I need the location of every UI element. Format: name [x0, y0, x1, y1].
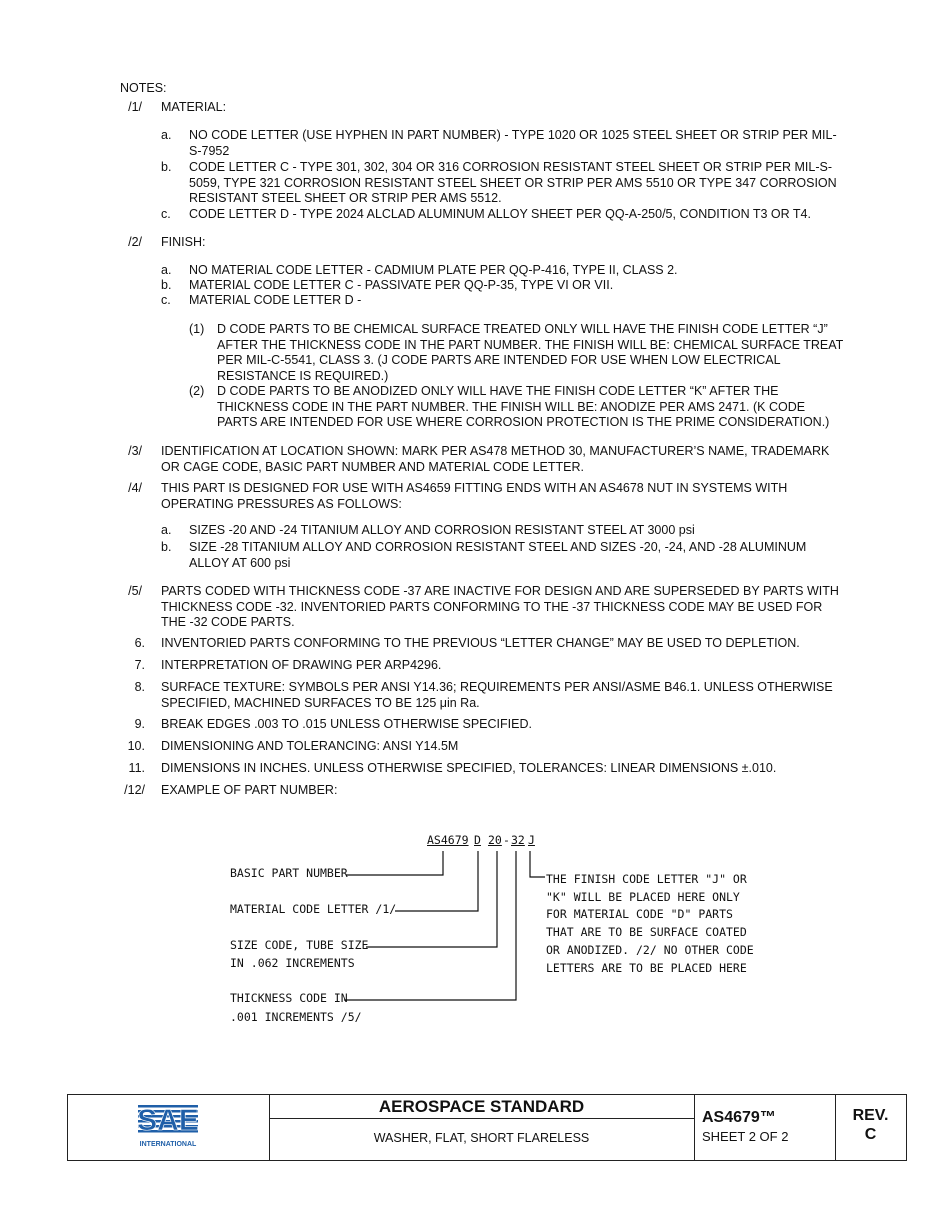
- note-1b-mark: b.: [161, 160, 172, 174]
- note-6-text: INVENTORIED PARTS CONFORMING TO THE PREVIOUS “LETTER CHANGE” MAY BE USED TO DEPLETION.: [161, 636, 800, 650]
- label-basic-part-number: BASIC PART NUMBER: [230, 866, 348, 880]
- label-material-code: MATERIAL CODE LETTER /1/: [230, 902, 397, 916]
- note-3-mark: /3/: [128, 444, 142, 458]
- leader-thickness: [344, 851, 516, 1000]
- note-10-mark: 10.: [127, 739, 145, 753]
- note-10-text: DIMENSIONING AND TOLERANCING: ANSI Y14.5M: [161, 739, 459, 753]
- note-9-text: BREAK EDGES .003 TO .015 UNLESS OTHERWISE SPECIFIED.: [161, 717, 532, 731]
- note-11-text: DIMENSIONS IN INCHES. UNLESS OTHERWISE SPECIFIED, TOLERANCES: LINEAR DIMENSIONS ±.010.: [161, 761, 777, 775]
- pn-material: D: [474, 833, 481, 847]
- leader-size: [366, 851, 497, 947]
- notes-heading: NOTES:: [120, 81, 167, 95]
- pn-thickness: 32: [511, 833, 525, 847]
- note-4-text: THIS PART IS DESIGNED FOR USE WITH AS4659 FITTING ENDS WITH AN AS4678 NUT IN SYSTEMS WITH OPERATING PRESSURES AS FOLLOWS:: [161, 481, 788, 511]
- sae-logo: [136, 1103, 200, 1148]
- sae-logo-subtext: INTERNATIONAL: [139, 1141, 197, 1148]
- leader-finish: [530, 851, 545, 877]
- note-1a-text: NO CODE LETTER (USE HYPHEN IN PART NUMBER) - TYPE 1020 OR 1025 STEEL SHEET OR STRIP PER MIL- S-7952: [189, 128, 837, 158]
- note-11-mark: 11.: [128, 761, 145, 775]
- note-2a-mark: a.: [161, 263, 172, 277]
- note-1a-mark: a.: [161, 128, 172, 142]
- note-8-mark: 8.: [134, 680, 145, 694]
- revision-value: C: [864, 1126, 877, 1143]
- note-7-text: INTERPRETATION OF DRAWING PER ARP4296.: [161, 658, 442, 672]
- note-2-title: FINISH:: [161, 235, 206, 249]
- note-4a-mark: a.: [161, 523, 172, 537]
- label-size-code-1: SIZE CODE, TUBE SIZE: [230, 938, 369, 952]
- note-4b-mark: b.: [161, 540, 172, 554]
- pn-basic: AS4679: [427, 833, 469, 847]
- note-2a-text: NO MATERIAL CODE LETTER - CADMIUM PLATE PER QQ-P-416, TYPE II, CLASS 2.: [189, 263, 678, 277]
- note-2b-text: MATERIAL CODE LETTER C - PASSIVATE PER QQ-P-35, TYPE VI OR VII.: [189, 278, 614, 292]
- label-thickness-code-1: THICKNESS CODE IN: [230, 991, 348, 1005]
- note-2c-text: MATERIAL CODE LETTER D -: [189, 293, 362, 307]
- note-12-text: EXAMPLE OF PART NUMBER:: [161, 783, 338, 797]
- note-6-mark: 6.: [134, 636, 145, 650]
- note-4-mark: /4/: [128, 481, 142, 495]
- label-thickness-code-2: .001 INCREMENTS /5/: [230, 1010, 362, 1024]
- note-4b-text: SIZE -28 TITANIUM ALLOY AND CORROSION RESISTANT STEEL AND SIZES -20, -24, AND -28 ALUMINUM ALLOY AT 600 psi: [189, 540, 807, 570]
- sheet-number: SHEET 2 OF 2: [702, 1129, 789, 1144]
- note-8-text: SURFACE TEXTURE: SYMBOLS PER ANSI Y14.36; REQUIREMENTS PER ANSI/ASME B46.1. UNLESS OTHERWISE SPECIFIED, MACHINED SURFACES TO BE 125 μin Ra.: [161, 680, 833, 710]
- document-number: AS4679™: [702, 1109, 776, 1126]
- note-2c1-text: D CODE PARTS TO BE CHEMICAL SURFACE TREATED ONLY WILL HAVE THE FINISH CODE LETTER “J” AFTER THE THICKNESS CODE IN THE PART NUMBER. THE FINISH WILL BE: CHEMICAL SURFACE TREAT PER MIL-C-5541, CLASS 3. (J CODE PARTS ARE INTENDED FOR USE WHEN LOW ELECTRICAL RESISTANCE IS REQUIRED.): [217, 322, 844, 383]
- note-5-mark: /5/: [128, 584, 142, 598]
- note-2c-mark: c.: [161, 293, 171, 307]
- note-1-mark: /1/: [128, 100, 142, 114]
- finish-code-note: THE FINISH CODE LETTER "J" OR "K" WILL BE PLACED HERE ONLY FOR MATERIAL CODE "D" PARTS THAT ARE TO BE SURFACE COATED OR ANODIZED. /2/ NO OTHER CODE LETTERS ARE TO BE PLACED HERE: [546, 872, 754, 975]
- note-5-text: PARTS CODED WITH THICKNESS CODE -37 ARE INACTIVE FOR DESIGN AND ARE SUPERSEDED BY PARTS WITH THICKNESS CODE -32. INVENTORIED PARTS CONFORMING TO THE -37 THICKNESS CODE MAY BE USED FOR THE -32 CODE PARTS.: [161, 584, 839, 629]
- document-title: WASHER, FLAT, SHORT FLARELESS: [373, 1131, 590, 1145]
- note-1c-text: CODE LETTER D - TYPE 2024 ALCLAD ALUMINUM ALLOY SHEET PER QQ-A-250/5, CONDITION T3 OR T4.: [189, 207, 811, 221]
- sae-logo-text: SAE: [137, 1104, 199, 1137]
- note-9-mark: 9.: [134, 717, 145, 731]
- sae-logo-mark: [136, 1103, 200, 1137]
- standard-type: AEROSPACE STANDARD: [378, 1097, 585, 1116]
- note-2c2-text: D CODE PARTS TO BE ANODIZED ONLY WILL HAVE THE FINISH CODE LETTER “K” AFTER THE THICKNESS CODE IN THE PART NUMBER. THE FINISH WILL BE: ANODIZE PER AMS 2471. (K CODE PARTS ARE INTENDED FOR USE WHERE CORROSION PROTECTION IS THE PRIME CONSIDERATION.): [217, 384, 830, 429]
- note-2c2-mark: (2): [189, 384, 205, 398]
- note-7-mark: 7.: [134, 658, 145, 672]
- pn-size: 20: [488, 833, 502, 847]
- note-1b-text: CODE LETTER C - TYPE 301, 302, 304 OR 316 CORROSION RESISTANT STEEL SHEET OR STRIP PER MIL-S- 5059, TYPE 321 CORROSION RESISTANT STEEL SHEET OR STRIP PER AMS 5510 OR TYPE 347 CORROSION RESISTANT STEEL SHEET OR STRIP PER AMS 5512.: [189, 160, 837, 205]
- note-4a-text: SIZES -20 AND -24 TITANIUM ALLOY AND CORROSION RESISTANT STEEL AT 3000 psi: [189, 523, 695, 537]
- note-12-mark: /12/: [124, 783, 145, 797]
- note-2-mark: /2/: [128, 235, 142, 249]
- pn-dash: -: [503, 833, 510, 847]
- revision-label: REV.: [852, 1107, 889, 1124]
- pn-finish: J: [528, 833, 535, 847]
- note-2c1-mark: (1): [189, 322, 205, 336]
- note-3-text: IDENTIFICATION AT LOCATION SHOWN: MARK PER AS478 METHOD 30, MANUFACTURER’S NAME, TRADEMARK OR CAGE CODE, BASIC PART NUMBER AND MATERIAL CODE LETTER.: [161, 444, 830, 474]
- note-2b-mark: b.: [161, 278, 172, 292]
- note-1c-mark: c.: [161, 207, 171, 221]
- note-1-title: MATERIAL:: [161, 100, 227, 114]
- label-size-code-2: IN .062 INCREMENTS: [230, 956, 355, 970]
- leader-basic: [346, 851, 443, 875]
- title-block: [67, 1094, 907, 1161]
- leader-material: [395, 851, 478, 911]
